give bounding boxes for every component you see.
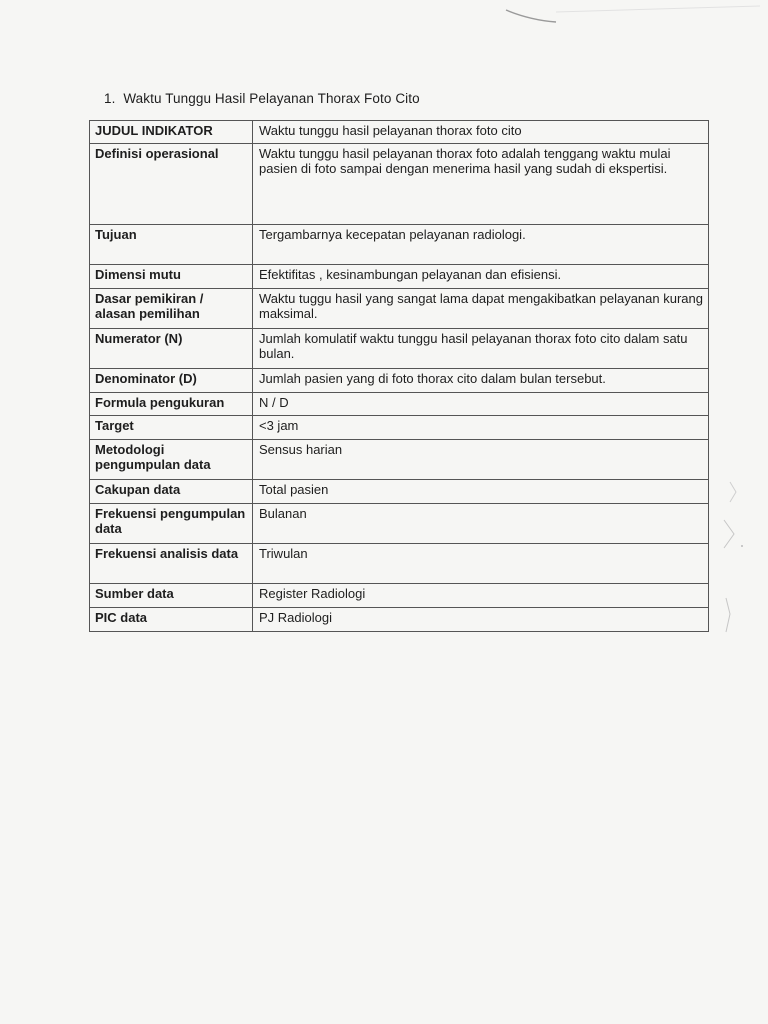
row-value: N / D [253,393,709,416]
table-row [90,289,709,329]
row-label: Target [90,416,253,440]
row-value: Sensus harian [253,440,709,480]
table-row [90,416,709,440]
table-row [90,393,709,416]
row-label: Frekuensi pengumpulan data [90,504,253,544]
row-label: Dasar pemikiran / alasan pemilihan [90,289,253,329]
table-row [90,544,709,584]
row-value: Jumlah komulatif waktu tunggu hasil pelayanan thorax foto cito dalam satu bulan. [253,329,709,369]
row-value: Tergambarnya kecepatan pelayanan radiologi. [253,225,709,265]
scan-artifact-margin [700,470,760,650]
title-number: 1. [104,91,116,106]
row-label: Sumber data [90,584,253,608]
row-value: PJ Radiologi [253,608,709,632]
table-row [90,225,709,265]
indicator-table [89,120,709,632]
table-row [90,480,709,504]
row-value: Waktu tuggu hasil yang sangat lama dapat mengakibatkan pelayanan kurang maksimal. [253,289,709,329]
scan-artifact-top [0,0,768,40]
document-title [104,91,420,106]
row-label: Tujuan [90,225,253,265]
table-row [90,265,709,289]
row-label: Dimensi mutu [90,265,253,289]
row-value: Waktu tunggu hasil pelayanan thorax foto cito [253,121,709,144]
table-row [90,121,709,144]
row-label: Denominator (D) [90,369,253,393]
row-label: Metodologi pengumpulan data [90,440,253,480]
table-row [90,504,709,544]
row-value: Jumlah pasien yang di foto thorax cito dalam bulan tersebut. [253,369,709,393]
table-row [90,369,709,393]
row-label: JUDUL INDIKATOR [90,121,253,144]
row-label: Cakupan data [90,480,253,504]
row-label: Numerator (N) [90,329,253,369]
row-value: Triwulan [253,544,709,584]
table-row [90,584,709,608]
row-value: Waktu tunggu hasil pelayanan thorax foto adalah tenggang waktu mulai pasien di foto sampai dengan menerima hasil yang sudah di ekspertisi. [253,144,709,225]
row-value: <3 jam [253,416,709,440]
row-label: Frekuensi analisis data [90,544,253,584]
table-row [90,440,709,480]
row-value: Total pasien [253,480,709,504]
title-text: Waktu Tunggu Hasil Pelayanan Thorax Foto Cito [123,91,420,106]
row-value: Efektifitas , kesinambungan pelayanan dan efisiensi. [253,265,709,289]
table-row [90,144,709,225]
table-row [90,329,709,369]
table-row [90,608,709,632]
row-value: Register Radiologi [253,584,709,608]
row-label: PIC data [90,608,253,632]
row-label: Definisi operasional [90,144,253,225]
row-value: Bulanan [253,504,709,544]
row-label: Formula pengukuran [90,393,253,416]
